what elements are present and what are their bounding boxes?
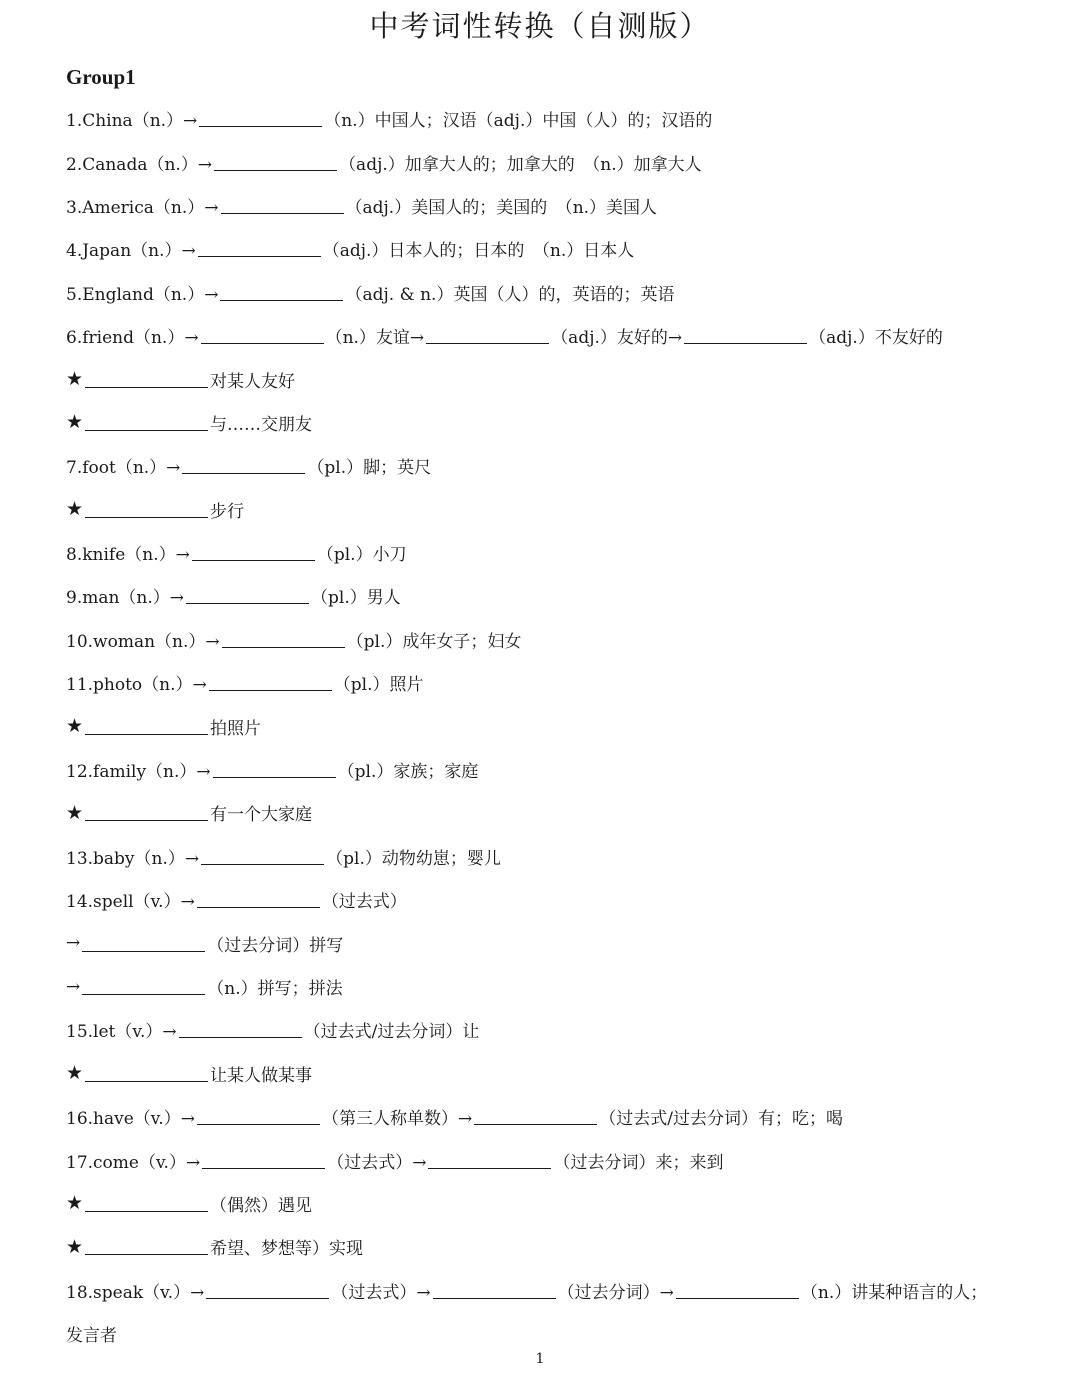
- exercise-line: [66, 835, 1046, 878]
- answer-blank[interactable]: [186, 587, 309, 604]
- exercise-text: （adj.）日本人的；日本的 （n.）日本人: [322, 241, 635, 262]
- answer-blank[interactable]: [82, 978, 205, 995]
- exercise-text: 7.foot（n.）→: [66, 458, 181, 479]
- answer-blank[interactable]: [197, 891, 320, 908]
- exercise-text: （偶然）遇见: [210, 1195, 313, 1216]
- exercise-text: 6.friend（n.）→: [66, 328, 199, 349]
- answer-blank[interactable]: [85, 501, 208, 518]
- exercise-text: （adj. & n.）英国（人）的，英语的；英语: [345, 284, 675, 305]
- exercise-text: 步行: [210, 501, 245, 522]
- answer-blank[interactable]: [179, 1021, 302, 1038]
- exercise-line: [66, 921, 1046, 964]
- answer-blank[interactable]: [85, 414, 208, 431]
- answer-blank[interactable]: [198, 240, 321, 257]
- exercise-text: 9.man（n.）→: [66, 588, 185, 609]
- exercise-text: （pl.）男人: [311, 588, 401, 609]
- exercise-line: [66, 1182, 1046, 1225]
- answer-blank[interactable]: [209, 674, 332, 691]
- page-number: 1: [535, 1351, 545, 1367]
- exercise-text: 13.baby（n.）→: [66, 848, 200, 869]
- star-icon: ★: [66, 411, 84, 434]
- star-icon: ★: [66, 1062, 84, 1085]
- answer-blank[interactable]: [85, 804, 208, 821]
- exercise-text: （adj.）友好的→: [551, 328, 683, 349]
- answer-blank[interactable]: [201, 327, 324, 344]
- exercise-line: [66, 1312, 1046, 1355]
- exercise-text: 对某人友好: [210, 371, 296, 392]
- exercise-line: [66, 184, 1046, 227]
- exercise-text: （pl.）照片: [333, 675, 424, 696]
- exercise-text: 4.Japan（n.）→: [66, 241, 196, 262]
- star-icon: ★: [66, 368, 84, 391]
- exercise-list: [66, 97, 1046, 1355]
- exercise-text: （过去式/过去分词）让: [303, 1022, 480, 1043]
- exercise-text: （adj.）美国人的；美国的 （n.）美国人: [345, 197, 658, 218]
- exercise-text: （n.）拼写；拼法: [207, 979, 343, 999]
- exercise-line: [66, 791, 1046, 834]
- answer-blank[interactable]: [85, 1065, 208, 1082]
- exercise-text: 1.China（n.）→: [66, 111, 198, 132]
- answer-blank[interactable]: [199, 110, 322, 127]
- exercise-text: 2.Canada（n.）→: [66, 154, 213, 175]
- star-icon: ★: [66, 498, 84, 521]
- exercise-line: [66, 531, 1046, 574]
- exercise-text: （n.）友谊→: [325, 328, 425, 349]
- exercise-text: 8.knife（n.）→: [66, 545, 190, 566]
- page-title: 中考词性转换（自测版）: [369, 9, 711, 43]
- exercise-text: 12.family（n.）→: [66, 762, 211, 783]
- exercise-text: （adj.）不友好的: [809, 328, 943, 349]
- answer-blank[interactable]: [182, 457, 305, 474]
- exercise-text: （pl.）家族；家庭: [337, 762, 479, 783]
- exercise-text: 10.woman（n.）→: [66, 631, 220, 652]
- exercise-text: （pl.）脚；英尺: [307, 458, 432, 479]
- answer-blank[interactable]: [474, 1108, 597, 1125]
- exercise-text: 14.spell（v.）→: [66, 892, 195, 913]
- exercise-text: （过去分词）来；来到: [553, 1152, 724, 1173]
- exercise-line: [66, 314, 1046, 357]
- exercise-text: →: [66, 933, 81, 954]
- exercise-text: （第三人称单数）→: [322, 1109, 473, 1130]
- exercise-text: 5.England（n.）→: [66, 284, 219, 305]
- exercise-line: [66, 661, 1046, 704]
- answer-blank[interactable]: [214, 154, 337, 171]
- exercise-text: 拍照片: [210, 718, 262, 739]
- answer-blank[interactable]: [220, 284, 343, 301]
- exercise-line: [66, 488, 1046, 531]
- answer-blank[interactable]: [428, 1152, 551, 1169]
- answer-blank[interactable]: [433, 1282, 556, 1299]
- exercise-text: 有一个大家庭: [210, 805, 313, 826]
- exercise-text: →: [66, 976, 81, 997]
- exercise-line: [66, 97, 1046, 140]
- exercise-text: 与……交朋友: [210, 414, 313, 435]
- exercise-line: [66, 271, 1046, 314]
- exercise-line: [66, 444, 1046, 487]
- exercise-line: [66, 1138, 1046, 1181]
- answer-blank[interactable]: [213, 761, 336, 778]
- answer-blank[interactable]: [684, 327, 807, 344]
- exercise-line: [66, 748, 1046, 791]
- exercise-line: [66, 1269, 1046, 1312]
- exercise-line: [66, 704, 1046, 747]
- exercise-line: [66, 1225, 1046, 1268]
- exercise-text: 希望、梦想等）实现: [210, 1239, 364, 1260]
- answer-blank[interactable]: [221, 197, 344, 214]
- answer-blank[interactable]: [192, 544, 315, 561]
- exercise-text: 16.have（v.）→: [66, 1109, 196, 1130]
- exercise-line: [66, 140, 1046, 183]
- exercise-text: 发言者: [66, 1326, 117, 1347]
- exercise-line: [66, 618, 1046, 661]
- exercise-line: [66, 1008, 1046, 1051]
- exercise-line: [66, 1095, 1046, 1138]
- answer-blank[interactable]: [206, 1282, 329, 1299]
- answer-blank[interactable]: [85, 718, 208, 735]
- star-icon: ★: [66, 1235, 84, 1258]
- exercise-line: [66, 878, 1046, 921]
- exercise-text: 17.come（v.）→: [66, 1152, 201, 1173]
- answer-blank[interactable]: [202, 1152, 325, 1169]
- answer-blank[interactable]: [676, 1282, 799, 1299]
- star-icon: ★: [66, 1192, 84, 1215]
- exercise-text: （adj.）加拿大人的；加拿大的 （n.）加拿大人: [339, 154, 702, 175]
- exercise-line: [66, 401, 1046, 444]
- answer-blank[interactable]: [222, 631, 345, 648]
- exercise-text: 3.America（n.）→: [66, 197, 219, 218]
- answer-blank[interactable]: [82, 935, 205, 952]
- answer-blank[interactable]: [201, 848, 324, 865]
- exercise-text: （过去式）: [321, 892, 407, 913]
- star-icon: ★: [66, 801, 84, 824]
- exercise-text: （pl.）小刀: [316, 545, 407, 566]
- exercise-text: （pl.）成年女子；妇女: [346, 631, 522, 652]
- exercise-line: [66, 227, 1046, 270]
- exercise-line: [66, 1052, 1046, 1095]
- star-icon: ★: [66, 715, 84, 738]
- exercise-text: （n.）中国人；汉语（adj.）中国（人）的；汉语的: [324, 111, 713, 132]
- exercise-text: （pl.）动物幼崽；婴儿: [326, 848, 501, 869]
- exercise-text: （n.）讲某种语言的人；: [800, 1282, 988, 1303]
- exercise-text: （过去式）→: [327, 1152, 427, 1173]
- exercise-text: （过去式）→: [331, 1282, 431, 1303]
- group-heading: Group1: [66, 65, 136, 89]
- answer-blank[interactable]: [426, 327, 549, 344]
- answer-blank[interactable]: [197, 1108, 320, 1125]
- exercise-text: （过去分词）拼写: [207, 935, 344, 956]
- answer-blank[interactable]: [85, 371, 208, 388]
- answer-blank[interactable]: [85, 1238, 208, 1255]
- exercise-text: 18.speak（v.）→: [66, 1282, 205, 1303]
- exercise-text: （过去式/过去分词）有；吃；喝: [599, 1109, 844, 1130]
- exercise-line: [66, 965, 1046, 1008]
- exercise-line: [66, 574, 1046, 617]
- exercise-line: [66, 357, 1046, 400]
- exercise-text: 让某人做某事: [210, 1065, 313, 1086]
- answer-blank[interactable]: [85, 1195, 208, 1212]
- exercise-text: （过去分词）→: [557, 1282, 674, 1303]
- exercise-text: 15.let（v.）→: [66, 1022, 177, 1043]
- exercise-text: 11.photo（n.）→: [66, 675, 207, 696]
